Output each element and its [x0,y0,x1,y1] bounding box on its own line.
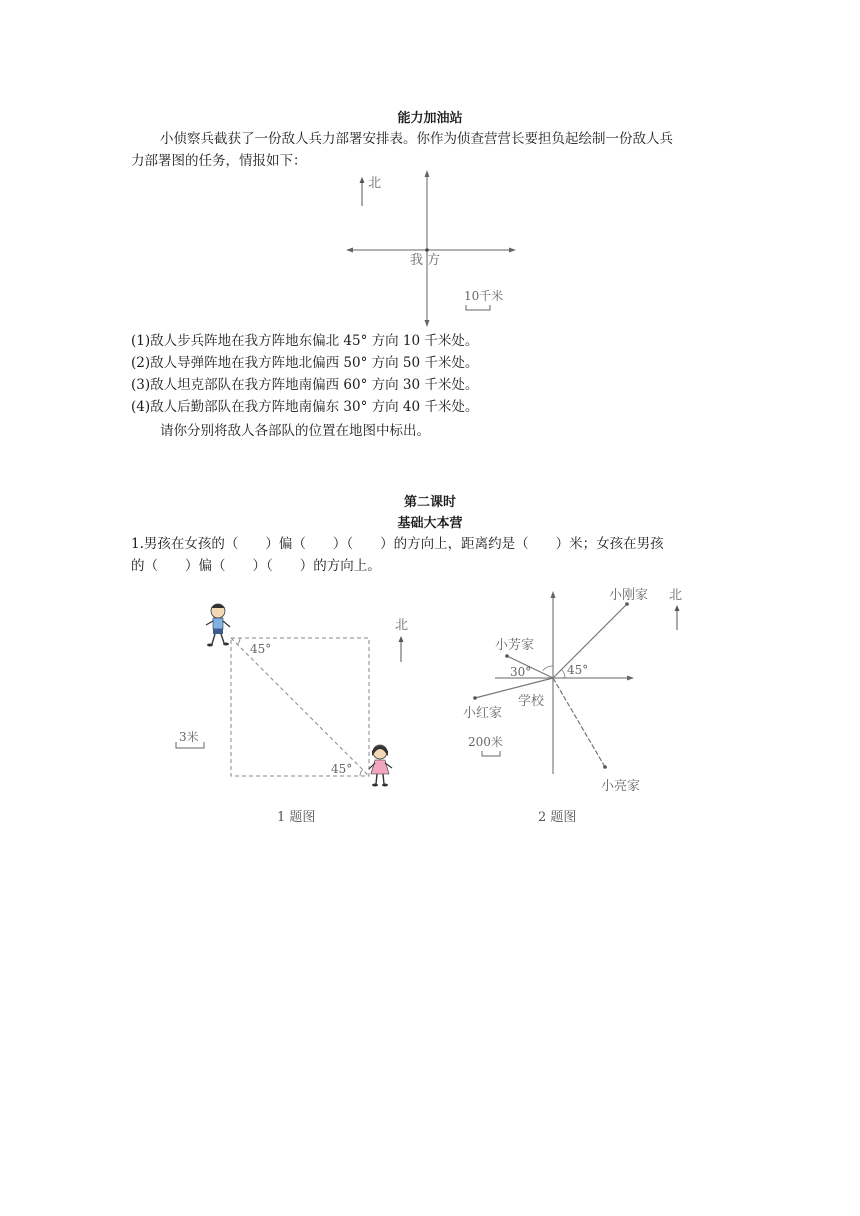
q1-line1: 1.男孩在女孩的（ ）偏（ ）（ ）的方向上，距离约是（ ）米；女孩在男孩 [131,536,664,552]
label-xiaohong: 小红家 [463,706,503,721]
label-xiaofang: 小芳家 [495,638,535,653]
map-north-label: 北 [368,176,382,191]
item-3: (3)敌人坦克部队在我方阵地南偏西 60° 方向 30 千米处。 [131,377,479,393]
angle-bottom-label: 45° [331,762,353,776]
label-xiaoliang: 小亮家 [601,779,641,794]
fig1-caption: 1 题图 [277,810,316,825]
item-4: (4)敌人后勤部队在我方阵地南偏东 30° 方向 40 千米处。 [131,399,479,415]
section1-closing: 请你分别将敌人各部队的位置在地图中标出。 [160,423,430,439]
map-scale-bar [466,305,490,310]
q1-line2: 的（ ）偏（ ）（ ）的方向上。 [131,558,381,574]
section2-title: 第二课时 [403,495,456,510]
fig2-caption: 2 题图 [538,810,577,825]
section1-intro-line1: 小侦察兵截获了一份敌人兵力部署安排表。你作为侦查营营长要担负起绘制一份敌人兵 [160,131,673,147]
fig2-scale-bar [482,751,500,756]
figure-2 [455,582,700,800]
section2-subtitle: 基础大本营 [397,516,463,531]
fig2-north-arrow-icon [675,605,680,630]
fig1-north-arrow-icon [399,636,404,662]
north-arrow-icon [360,177,365,206]
item-1: (1)敌人步兵阵地在我方阵地东偏北 45° 方向 10 千米处。 [131,333,479,349]
fig2-scale-label: 200米 [468,735,503,749]
label-xiaogang: 小刚家 [609,588,649,603]
label-school: 学校 [518,694,545,709]
label-angle-30: 30° [510,665,532,679]
section1-intro-line2: 力部署图的任务，情报如下： [131,153,307,169]
boy-icon [206,604,230,647]
fig1-north-label: 北 [395,618,409,633]
map-center-label: 我 方 [410,253,441,268]
section1-title: 能力加油站 [397,111,463,126]
ray-xiaogang [553,604,627,678]
label-angle-45: 45° [567,663,589,677]
troop-map-diagram [340,168,530,333]
fig1-scale-label: 3米 [179,730,199,744]
fig2-north-label: 北 [669,588,683,603]
angle-top-label: 45° [250,642,272,656]
map-scale-label: 10千米 [464,289,504,303]
item-2: (2)敌人导弹阵地在我方阵地北偏西 50° 方向 50 千米处。 [131,355,479,371]
dashed-diagonal [231,638,369,776]
girl-icon [369,745,392,787]
ray-xiaoliang [553,678,605,767]
figure-1 [170,594,420,799]
map-origin-point [425,248,429,252]
